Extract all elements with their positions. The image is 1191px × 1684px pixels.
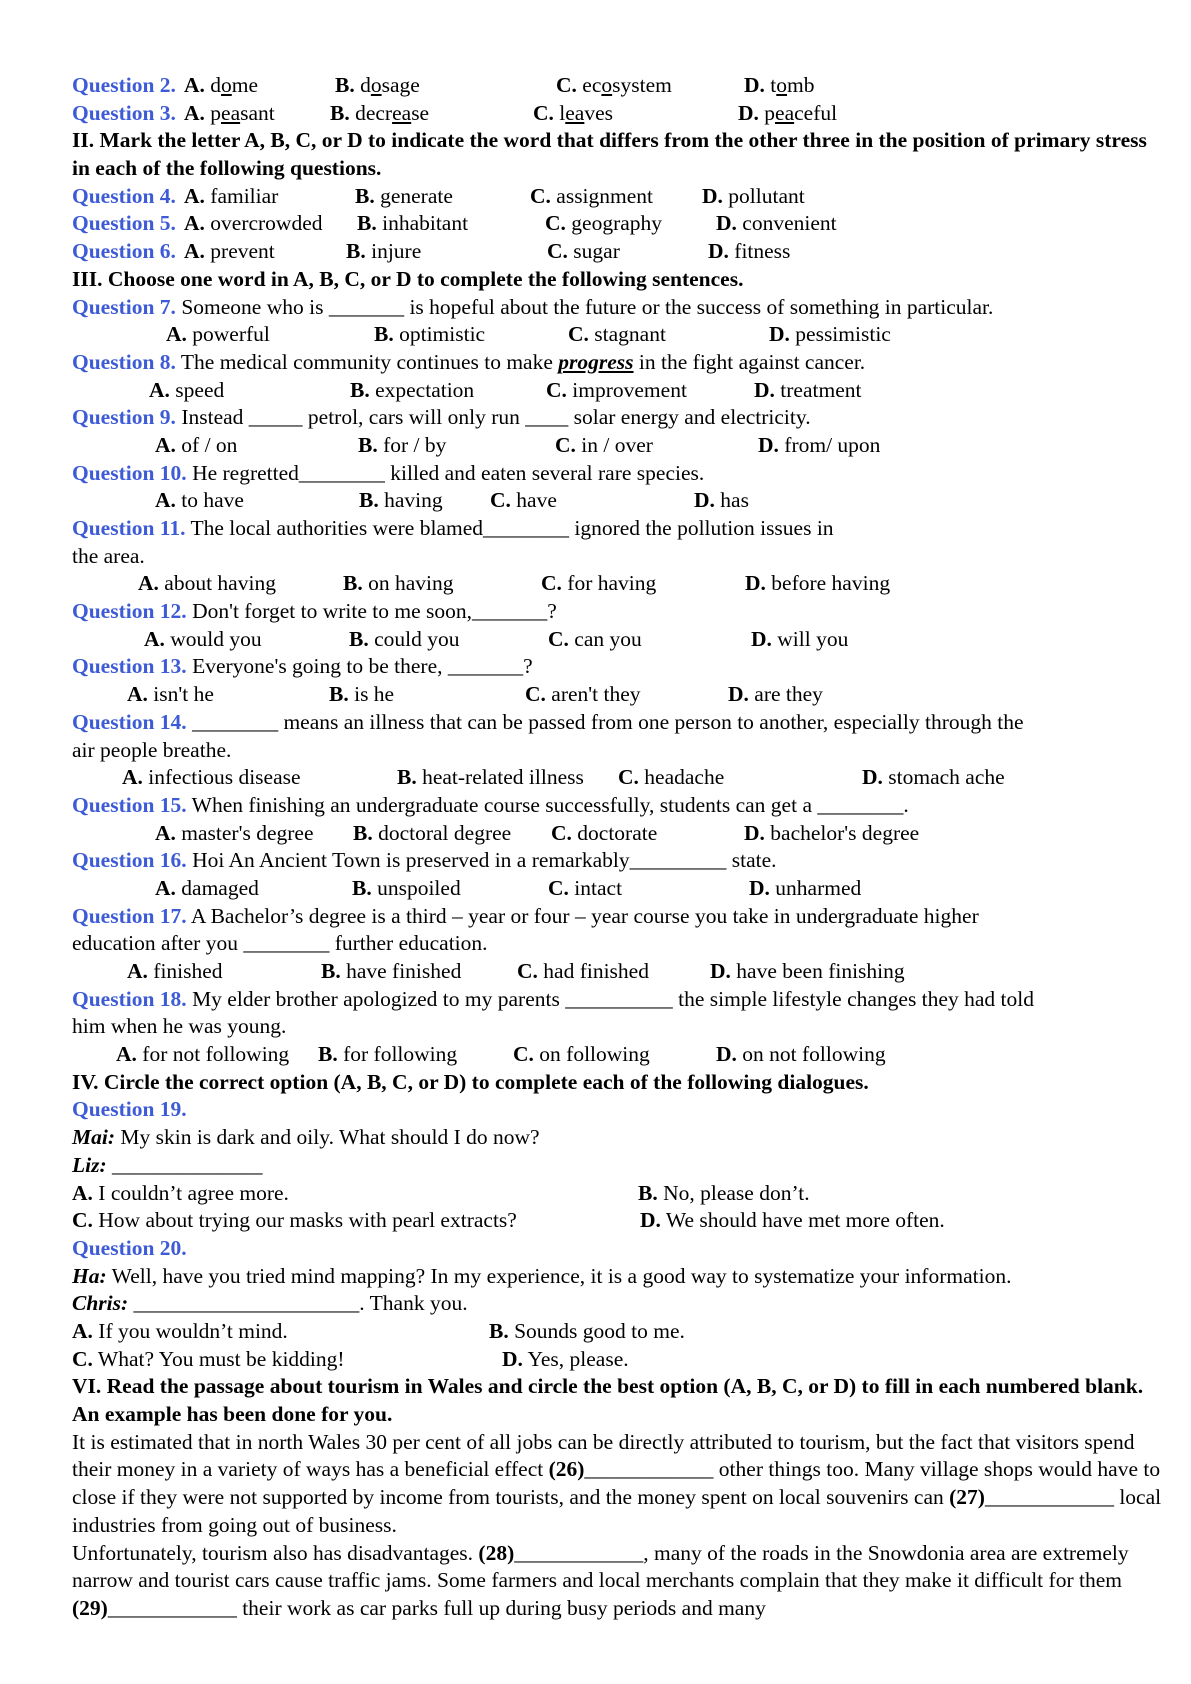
question-18-stem [72,986,1162,1014]
option-c[interactable]: C. leaves [533,100,614,125]
option-b[interactable]: B. for / by [358,432,447,457]
question-label: Question 7. [72,294,176,319]
question-text: Hoi An Ancient Town is preserved in a remarkably_________ state. [186,848,777,873]
option-a[interactable]: A. of / on [155,432,238,457]
question-20-options-ab [72,1318,1162,1346]
option-b[interactable]: B. Sounds good to me. [489,1318,685,1343]
question-label: Question 15. [72,792,187,817]
question-17-stem [72,903,1162,931]
answer-blank: ______________ [106,1152,263,1177]
question-label: Question 16. [72,848,187,873]
question-label: Question 14. [72,709,187,734]
option-b[interactable]: B. optimistic [374,322,486,347]
passage-text: ____________ other things too. Many village shops would have to close if they were not supported by income from tourists, and the money spent on local souvenirs can [72,1457,1161,1510]
question-text: When finishing an undergraduate course successfully, students can get a ________. [186,792,909,817]
option-a[interactable]: A. damaged [155,875,259,900]
question-label: Question 9. [72,405,176,430]
question-5 [72,210,1162,238]
section-ii-heading: II. Mark the letter A, B, C, or D to indicate the word that differs from the other three in the position of primary stress in each of the following questions. [72,128,1147,181]
option-c[interactable]: C. geography [545,211,663,236]
speaker-name: Mai: [72,1125,115,1150]
option-d[interactable]: D. unharmed [749,875,862,900]
question-text: A Bachelor’s degree is a third – year or four – year course you take in undergraduate higher [186,903,979,928]
question-11-stem-cont: the area. [72,543,145,568]
option-a[interactable]: A. about having [138,571,276,596]
question-15-stem [72,792,1162,820]
option-b[interactable]: B. doctoral degree [353,820,512,845]
option-c[interactable]: C. can you [548,626,642,651]
option-b[interactable]: B. on having [343,571,454,596]
option-d[interactable]: D. have been finishing [710,959,905,984]
option-b[interactable]: B. for following [318,1042,458,1067]
option-d[interactable]: D. tomb [744,73,815,97]
section-iv-heading: IV. Circle the correct option (A, B, C, or D) to complete each of the following dialogues. [72,1069,869,1094]
option-b[interactable]: B. is he [329,682,395,707]
option-c[interactable]: C. stagnant [568,322,666,347]
speaker-name: Chris: [72,1291,129,1316]
option-c[interactable]: C. doctorate [551,820,658,845]
question-label: Question 4. [72,183,176,208]
question-label: Question 5. [72,211,176,236]
question-9-options [72,432,1162,460]
question-19-options-ab [72,1180,1162,1208]
option-b[interactable]: B. decrease [330,100,430,125]
option-b[interactable]: B. have finished [321,959,462,984]
question-text: ________ means an illness that can be passed from one person to another, especially through the [186,709,1024,734]
question-14-stem-cont: air people breathe. [72,737,232,762]
question-19-options-cd [72,1207,1162,1235]
question-label: Question 17. [72,903,187,928]
blank-number: (26) [548,1457,585,1482]
question-13-options [72,681,1162,709]
blank-number: (27) [949,1485,985,1510]
answer-blank: _____________________. Thank you. [128,1291,468,1316]
option-c[interactable]: C. aren't they [525,682,641,707]
option-a[interactable]: A. finished [127,959,223,984]
question-7-stem [72,294,1162,322]
option-b[interactable]: B. No, please don’t. [638,1180,810,1205]
emphasized-word: progress [558,349,634,374]
option-d[interactable]: D. from/ upon [758,432,881,457]
speaker-line: My skin is dark and oily. What should I do now? [115,1125,540,1150]
question-text: He regretted________ killed and eaten several rare species. [186,460,705,485]
option-d[interactable]: D. before having [745,571,891,596]
option-d[interactable]: D. Yes, please. [502,1346,629,1371]
question-9-stem [72,404,1162,432]
blank-number: (28) [478,1540,515,1565]
question-8-options [72,377,1162,405]
passage-paragraph-2 [72,1540,1162,1623]
passage-text: ____________, many of the roads in the Snowdonia area are extremely narrow and tourist cars cause traffic jams. Some farmers and local merchants complain that they make it difficult for them [72,1540,1129,1593]
option-c[interactable]: C. sugar [547,239,620,264]
option-c[interactable]: C. headache [618,765,725,790]
passage-paragraph-1 [72,1429,1162,1540]
question-label: Question 10. [72,460,187,485]
question-text: Don't forget to write to me soon,_______? [186,599,557,624]
question-13-stem [72,653,1162,681]
option-c[interactable]: C. on following [513,1042,650,1067]
question-label: Question 2. [72,73,176,97]
option-a[interactable]: A. If you wouldn’t mind. [72,1318,288,1343]
option-b[interactable]: B. unspoiled [352,875,461,900]
option-b[interactable]: B. having [359,488,443,513]
blank-number: (29) [72,1595,108,1620]
option-b[interactable]: B. heat-related illness [397,765,584,790]
question-text: Everyone's going to be there, _______? [186,654,533,679]
option-c[interactable]: C. How about trying our masks with pearl extracts? [72,1208,517,1233]
option-a[interactable]: A. would you [144,626,262,651]
speaker-name: Liz: [72,1152,107,1177]
option-d[interactable]: D. pessimistic [769,322,891,347]
option-c[interactable]: C. had finished [517,959,649,984]
question-label: Question 3. [72,100,176,125]
question-label: Question 8. [72,349,176,374]
passage-text: ____________ local industries from going out of business. [72,1485,1162,1537]
passage-text: Unfortunately, tourism also has disadvantages. [72,1540,479,1565]
passage-text: ____________ their work as car parks full up during busy periods and many [107,1595,766,1620]
option-d[interactable]: D. pollutant [702,183,805,208]
option-c[interactable]: C. have [490,488,557,513]
question-19-dialogue-2 [72,1152,1162,1180]
question-17-stem-cont: education after you ________ further education. [72,931,488,956]
question-19-label: Question 19. [72,1097,187,1122]
option-c[interactable]: C. assignment [530,183,654,208]
option-b[interactable]: B. inhabitant [357,211,469,236]
option-d[interactable]: D. treatment [754,377,862,402]
option-d[interactable]: D. peaceful [738,100,838,125]
question-6 [72,238,1162,266]
question-8-stem [72,349,1162,377]
option-d[interactable]: D. fitness [708,239,791,264]
question-label: Question 18. [72,986,187,1011]
option-a[interactable]: A. for not following [116,1042,290,1067]
question-17-options [72,958,1162,986]
option-c[interactable]: C. in / over [555,432,653,457]
section-iii-heading: III. Choose one word in A, B, C, or D to complete the following sentences. [72,266,744,291]
option-a[interactable]: A. infectious disease [122,765,301,790]
option-c[interactable]: C. ecosystem [556,73,672,97]
option-a[interactable]: A. powerful [166,322,270,347]
question-20-options-cd [72,1346,1162,1374]
option-d[interactable]: D. stomach ache [862,765,1005,790]
question-text: My elder brother apologized to my parents __________ the simple lifestyle changes they had told [186,986,1034,1011]
question-14-options [72,764,1162,792]
question-12-options [72,626,1162,654]
question-11-options [72,570,1162,598]
option-d[interactable]: D. are they [728,682,823,707]
question-20-label: Question 20. [72,1235,187,1260]
option-c[interactable]: C. improvement [546,377,687,402]
option-b[interactable]: B. could you [349,626,460,651]
section-vi-heading: VI. Read the passage about tourism in Wales and circle the best option (A, B, C, or D) to fill in each numbered blank. An example has been done for you. [72,1374,1144,1427]
question-18-stem-cont: him when he was young. [72,1014,287,1039]
question-19-dialogue-1 [72,1124,1162,1152]
speaker-name: Ha: [72,1263,107,1288]
question-11-stem [72,515,1162,543]
option-d[interactable]: D. convenient [716,211,837,236]
question-label: Question 11. [72,516,186,541]
question-20-dialogue-1 [72,1263,1162,1291]
question-label: Question 12. [72,599,187,624]
question-text: Instead _____ petrol, cars will only run ____ solar energy and electricity. [175,405,811,430]
option-a[interactable]: A. prevent [184,239,275,264]
question-10-options [72,487,1162,515]
option-b[interactable]: B. injure [346,239,422,264]
option-d[interactable]: D. We should have met more often. [640,1208,945,1233]
option-c[interactable]: C. for having [541,571,657,596]
option-a[interactable]: A. to have [155,488,244,513]
speaker-line: Well, have you tried mind mapping? In my experience, it is a good way to systematize your information. [106,1263,1012,1288]
question-text: The medical community continues to make [175,349,559,374]
option-a[interactable]: A. isn't he [127,682,214,707]
option-a[interactable]: A. overcrowded [184,211,323,236]
passage-text: It is estimated that in north Wales 30 per cent of all jobs can be directly attributed to tourism, but the fact that visitors spend their money in a variety of ways has a beneficial effect [72,1429,1135,1482]
option-a[interactable]: A. master's degree [155,820,314,845]
option-a[interactable]: A. I couldn’t agree more. [72,1180,289,1205]
worksheet-page [72,72,1162,1623]
option-d[interactable]: D. on not following [716,1042,886,1067]
question-text-end: in the fight against cancer. [633,349,866,374]
question-2 [72,72,1162,100]
question-15-options [72,820,1162,848]
question-10-stem [72,460,1162,488]
question-14-stem [72,709,1162,737]
option-a[interactable]: A. dome [184,73,259,97]
option-a[interactable]: A. speed [149,377,225,402]
question-text: Someone who is _______ is hopeful about the future or the success of something in particular. [175,294,994,319]
question-3 [72,100,1162,128]
option-b[interactable]: B. expectation [350,377,475,402]
option-c[interactable]: C. intact [548,875,623,900]
option-c[interactable]: C. What? You must be kidding! [72,1346,345,1371]
question-label: Question 13. [72,654,187,679]
question-18-options [72,1041,1162,1069]
option-b[interactable]: B. generate [355,183,453,208]
option-d[interactable]: D. has [694,488,749,513]
question-20-dialogue-2 [72,1290,1162,1318]
question-12-stem [72,598,1162,626]
question-16-stem [72,847,1162,875]
question-16-options [72,875,1162,903]
option-d[interactable]: D. bachelor's degree [744,820,920,845]
question-7-options [72,321,1162,349]
question-text: The local authorities were blamed________ ignored the pollution issues in [185,516,834,541]
option-b[interactable]: B. dosage [335,73,420,97]
option-a[interactable]: A. peasant [184,100,275,125]
question-4 [72,183,1162,211]
question-label: Question 6. [72,239,176,264]
option-d[interactable]: D. will you [751,626,849,651]
option-a[interactable]: A. familiar [184,183,279,208]
